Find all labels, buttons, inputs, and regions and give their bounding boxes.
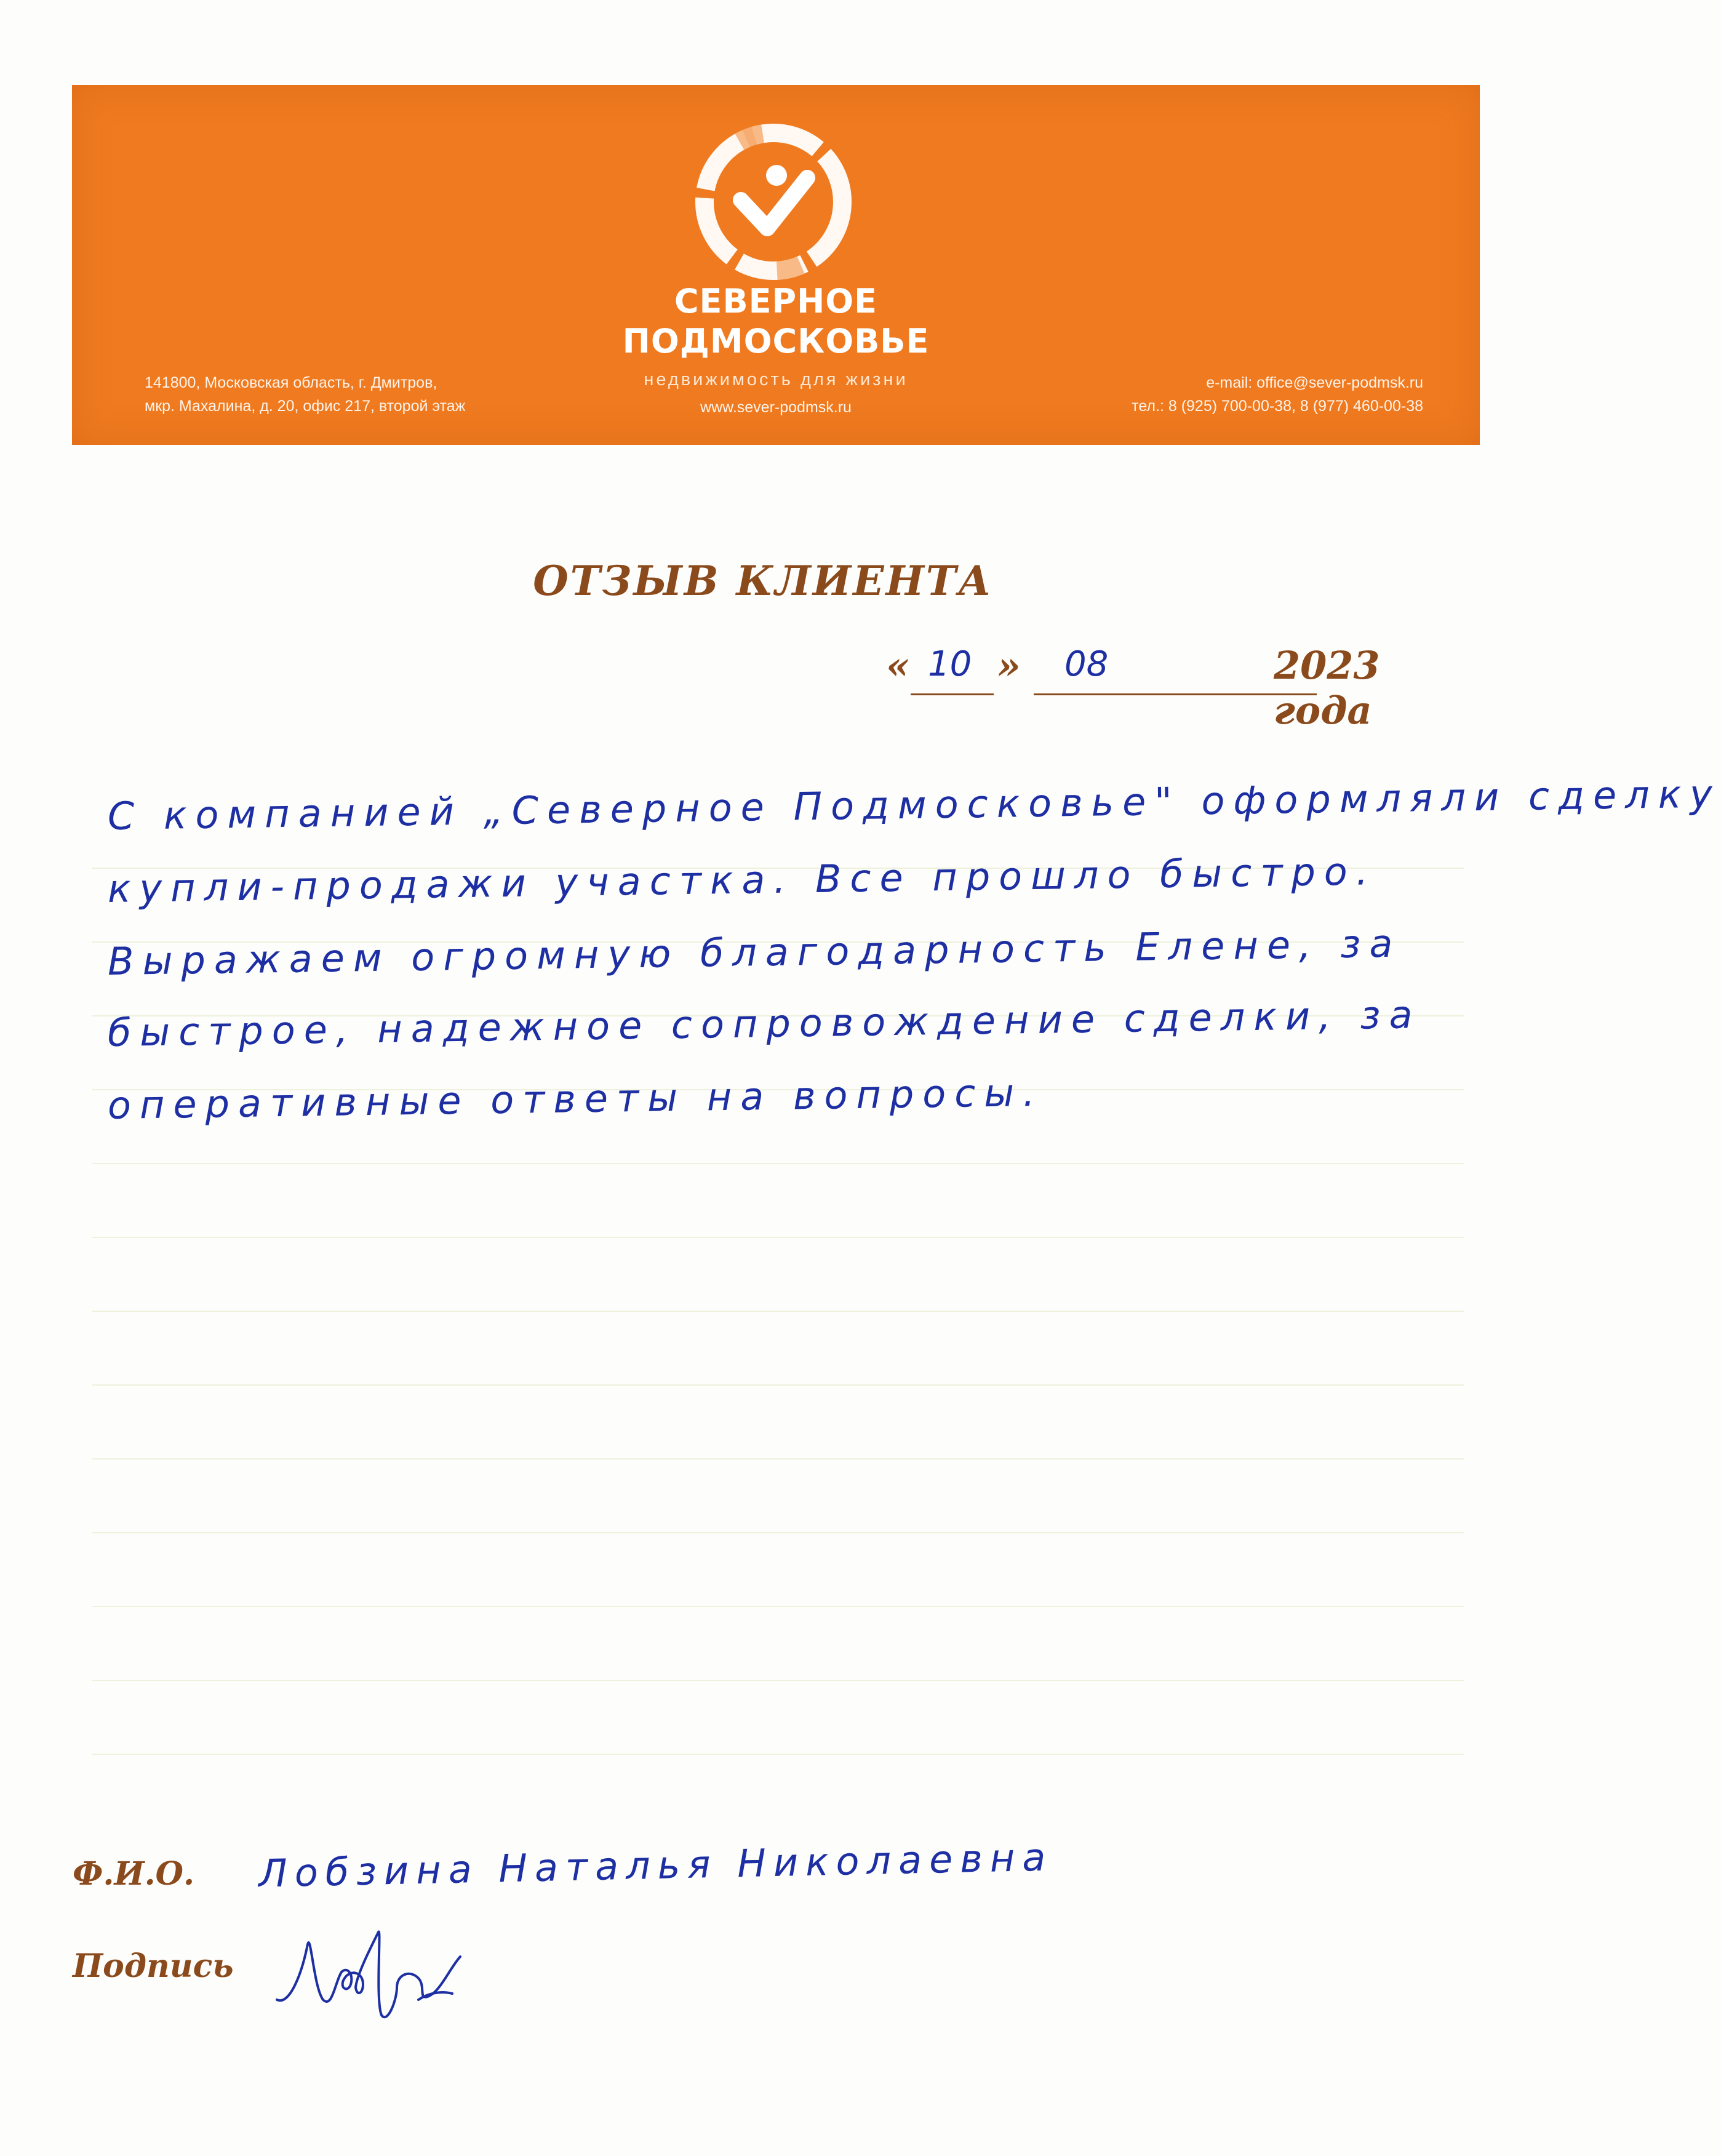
ruled-line [92, 1606, 1464, 1607]
date-field [886, 643, 1477, 733]
handwritten-signature [265, 1907, 474, 2030]
fio-label: Ф.И.О. [73, 1855, 195, 1893]
ruled-line [92, 1680, 1464, 1681]
phone-contact: тел.: 8 (925) 700-00-38, 8 (977) 460-00-38 [1132, 397, 1423, 415]
address-line1: 141800, Московская область, г. Дмитров, [145, 374, 437, 391]
day-underline [911, 693, 994, 695]
date-year: 2023 года [1274, 643, 1380, 733]
date-day: 10 [928, 644, 972, 684]
ruled-line [92, 1754, 1464, 1755]
review-line: купли-продажи участка. Все прошло быстро. [107, 848, 1377, 911]
date-close-quote: » [997, 643, 1021, 688]
letterhead-banner [72, 85, 1480, 445]
date-open-quote: « [886, 643, 910, 688]
ruled-line [92, 1532, 1464, 1533]
address-line2: мкр. Махалина, д. 20, офис 217, второй этаж [145, 397, 466, 415]
review-line: оперативные ответы на вопросы. [107, 1069, 1044, 1128]
ruled-line [92, 1384, 1464, 1386]
email-contact[interactable]: e-mail: office@sever-podmsk.ru [1206, 374, 1423, 391]
review-line: Выражаем огромную благодарность Елене, за [107, 920, 1402, 984]
signature-label: Подпись [73, 1947, 234, 1985]
ruled-line [92, 1458, 1464, 1459]
signer-name: Лобзина Наталья Николаевна [258, 1834, 1053, 1896]
website-link[interactable]: www.sever-podmsk.ru [700, 399, 852, 416]
date-month: 08 [1064, 644, 1109, 684]
form-title: ОТЗЫВ КЛИЕНТА [533, 557, 993, 605]
brand-name-line2: ПОДМОСКОВЬЕ [622, 322, 930, 361]
brand-tagline: недвижимость для жизни [644, 370, 908, 389]
review-line: быстрое, надежное сопровождение сделки, за [107, 992, 1421, 1055]
ruled-line [92, 1237, 1464, 1238]
ruled-line [92, 1311, 1464, 1312]
review-line: С компанией „Северное Подмосковье" оформляли сделку [107, 771, 1721, 839]
ruled-line [92, 1163, 1464, 1164]
brand-name-line1: СЕВЕРНОЕ [674, 282, 878, 321]
check-person-ring-icon [690, 119, 857, 285]
